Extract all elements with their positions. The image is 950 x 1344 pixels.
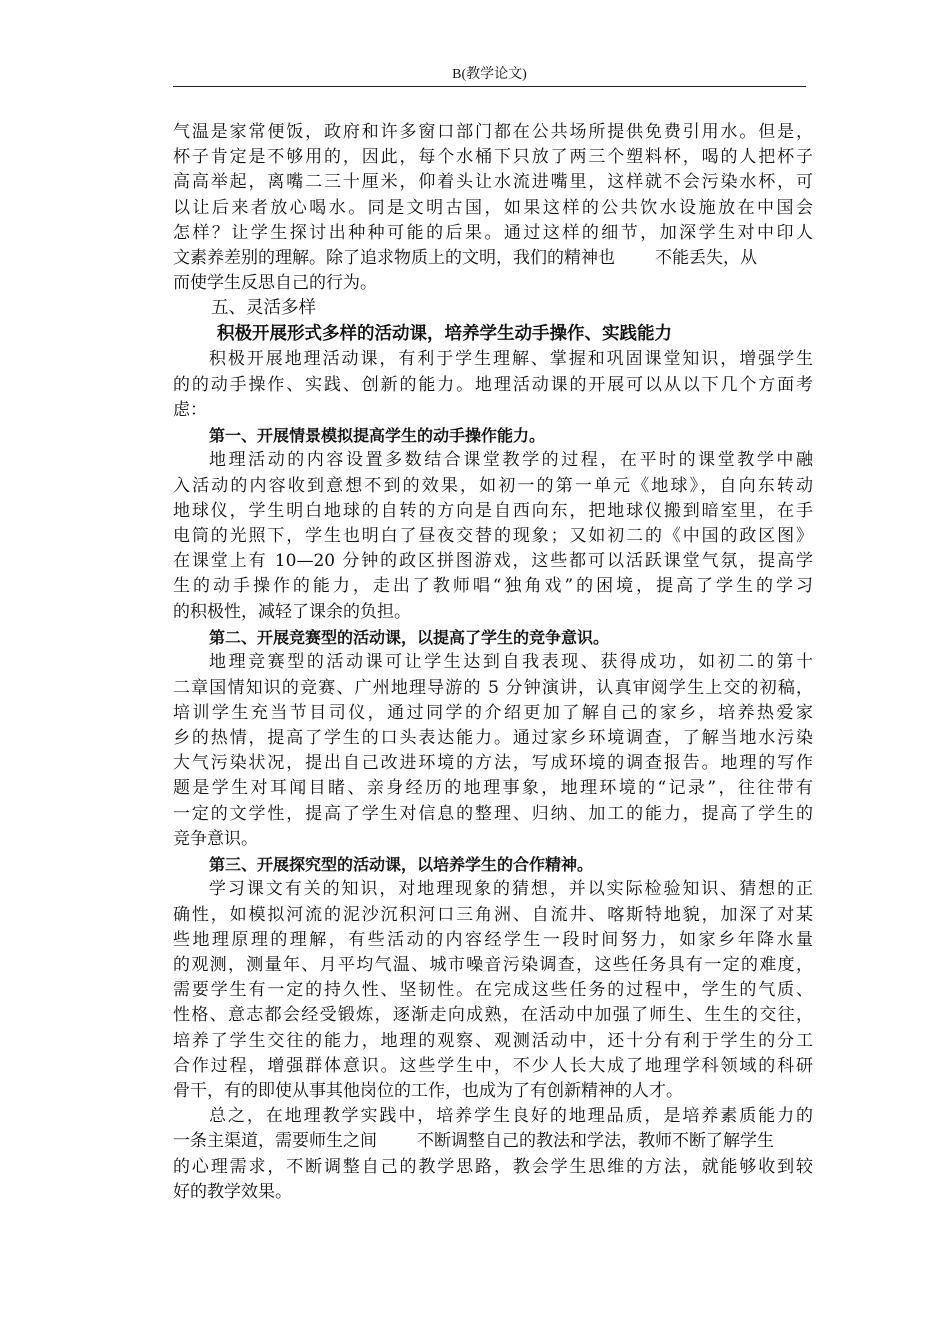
part-heading: 第二、开展竞赛型的活动课，以提高了学生的竞争意识。 [209,627,610,647]
text-line: 学习课文有关的知识，对地理现象的猜想，并以实际检验知识、猜想的正 [209,879,813,900]
part1-paragraph [173,448,813,624]
text-line: 大气污染状况，提出自己改进环境的方法，写成环境的调查报告。地理的写作 [173,753,813,774]
text-line: 二章国情知识的竞赛、广州地理导游的 5 分钟演讲，认真审阅学生上交的初稿， [173,677,813,698]
section-subheading: 积极开展形式多样的活动课，培养学生动手操作、实践能力 [217,323,672,344]
text-line: 性格、意志都会经受锻炼，逐渐走向成熟，在活动中加强了师生、生生的交往， [173,1005,813,1026]
document-body [173,120,813,1205]
section-heading: 五、灵活多样 [211,298,316,319]
text-line: 地理活动的内容设置多数结合课堂教学的过程，在平时的课堂教学中融 [209,450,813,471]
part-heading: 第三、开展探究型的活动课，以培养学生的合作精神。 [209,854,594,874]
text-segment: 文素养差别的理解。除了追求物质上的文明，我们的精神 [173,247,598,268]
text-line [173,1129,813,1154]
text-line: 确性，如模拟河流的泥沙沉积河口三角洲、自流井、喀斯特地貌，加深了对某 [173,904,813,925]
text-segment: 一条主渠道，需要师生之间 [173,1131,377,1152]
text-line: 培训学生充当节目司仪，通过同学的介绍更加了解自己的家乡，培养热爱家 [173,702,813,723]
text-segment: 不能丢失，从 [655,247,757,268]
text-line: 好的教学效果。 [173,1181,292,1202]
text-line: 的观测，测量年、月平均气温、城市噪音污染调查，这些任务具有一定的难度， [173,955,813,976]
text-line: 生的动手操作的能力，走出了教师唱“独角戏”的困境，提高了学生的学习 [173,576,813,597]
text-line: 高高举起，离嘴二三十厘米，仰着头让水流进嘴里，这样就不会污染水杯，可 [173,172,813,193]
text-line: 乡的热情，提高了学生的口头表达能力。通过家乡环境调查，了解当地水污染 [173,727,813,748]
text-line: 杯子肯定是不够用的，因此，每个水桶下只放了两三个塑料杯，喝的人把杯子 [173,147,813,168]
text-line: 积极开展地理活动课，有利于学生理解、掌握和巩固课堂知识，增强学生 [209,349,813,370]
page-header: B(教学论文) [452,67,527,82]
text-line: 而使学生反思自己的行为。 [173,273,377,294]
text-line: 一定的文学性，提高了学生对信息的整理、归纳、加工的能力，提高了学生的 [173,803,813,824]
intro-paragraph [173,120,813,296]
header-rule [173,86,806,87]
part2-paragraph [173,650,813,852]
text-line: 培养了学生交往的能力，地理的观察、观测活动中，还十分有利于学生的分工 [173,1030,813,1051]
text-line: 的的动手操作、实践、创新的能力。地理活动课的开展可以从以下几个方面考 [173,374,813,395]
part3-paragraph [173,877,813,1104]
text-line: 在课堂上有 10—20 分钟的政区拼图游戏，这些都可以活跃课堂气氛，提高学 [173,551,813,572]
text-line: 入活动的内容收到意想不到的效果，如初一的第一单元《地球》，自向东转动 [173,475,813,496]
text-line: 气温是家常便饭，政府和许多窗口部门都在公共场所提供免费引用水。但是， [173,122,813,142]
text-line: 竞争意识。 [173,828,258,849]
text-line: 合作过程，增强群体意识。这些学生中，不少人长大成了地理学科领域的科研 [173,1055,813,1076]
text-line: 的积极性，减轻了课余的负担。 [173,601,411,622]
text-line [173,246,813,271]
text-line: 总之，在地理教学实践中，培养学生良好的地理品质，是培养素质能力的 [209,1106,813,1127]
text-segment: 不断调整自己的教法和学法，教师不断了解学生 [417,1131,774,1152]
text-line: 骨干，有的即使从事其他岗位的工作，也成为了有创新精神的人才。 [173,1080,683,1101]
text-segment: 也 [598,247,615,268]
text-line: 以让后来者放心喝水。同是文明古国，如果这样的公共饮水设施放在中国会 [173,197,813,218]
activity-paragraph [173,347,813,423]
text-line: 地球仪，学生明白地球的自转的方向是自西向东，把地球仪搬到暗室里，在手 [173,500,813,521]
conclusion-paragraph [173,1104,813,1205]
text-line: 需要学生有一定的持久性、坚韧性。在完成这些任务的过程中，学生的气质、 [173,980,813,1001]
text-line: 些地理原理的理解，有些活动的内容经学生一段时间努力，如家乡年降水量 [173,929,813,950]
text-line: 电筒的光照下，学生也明白了昼夜交替的现象；又如初二的《中国的政区图》 [173,526,813,547]
text-line: 题是学生对耳闻目睹、亲身经历的地理事象，地理环境的“记录”，往往带有 [173,778,813,799]
text-line: 地理竞赛型的活动课可让学生达到自我表现、获得成功，如初二的第十 [209,652,813,673]
text-line: 虑： [173,399,207,420]
text-line: 的心理需求，不断调整自己的教学思路，教会学生思维的方法，就能够收到较 [173,1156,813,1177]
part-heading: 第一、开展情景模拟提高学生的动手操作能力。 [209,425,546,445]
text-line: 怎样？让学生探讨出种种可能的后果。通过这样的细节，加深学生对中印人 [173,222,813,243]
